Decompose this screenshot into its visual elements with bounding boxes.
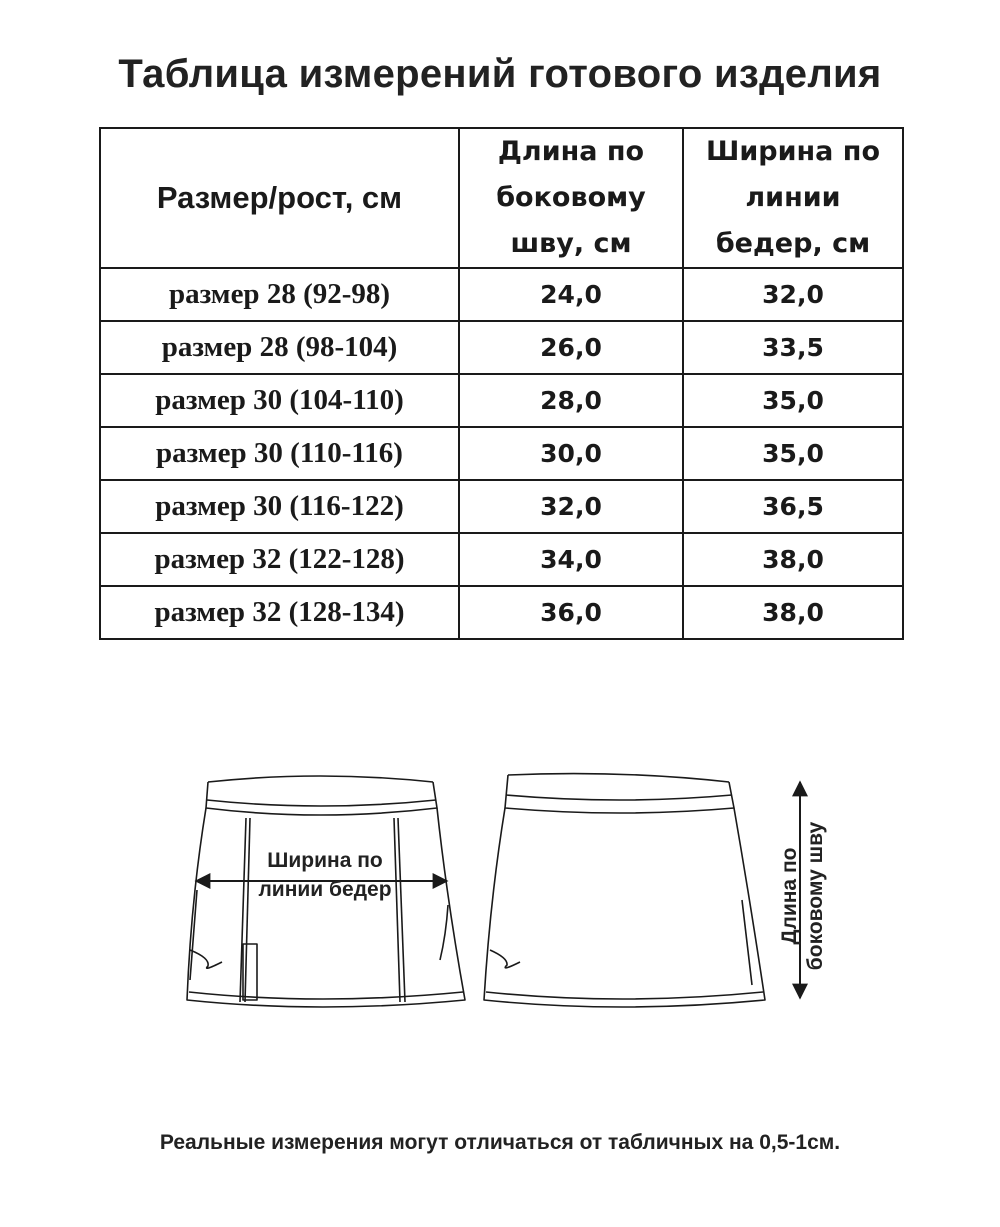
footnote: Реальные измерения могут отличаться от табличных на 0,5-1см. <box>159 1131 841 1154</box>
back-side-line <box>742 900 752 985</box>
header-length-line: Длина по <box>497 136 645 167</box>
width-cell: 32,0 <box>683 268 903 321</box>
width-cell: 35,0 <box>683 427 903 480</box>
front-waistband-top <box>208 776 433 782</box>
back-waistband-seam <box>506 795 732 800</box>
size-cell: размер 32 (122-128) <box>100 533 459 586</box>
front-body <box>187 808 465 1007</box>
header-size: Размер/рост, см <box>100 128 459 268</box>
side-length-label <box>763 806 843 986</box>
side-length-label-rotated <box>777 806 829 986</box>
width-cell: 35,0 <box>683 374 903 427</box>
length-cell: 36,0 <box>459 586 683 639</box>
back-logo <box>490 950 520 968</box>
length-cell: 24,0 <box>459 268 683 321</box>
front-logo <box>190 950 222 968</box>
back-waistband-top <box>508 774 729 782</box>
length-cell: 34,0 <box>459 533 683 586</box>
width-cell: 38,0 <box>683 586 903 639</box>
header-width-line: линии <box>745 182 841 213</box>
length-cell: 26,0 <box>459 321 683 374</box>
size-cell: размер 32 (128-134) <box>100 586 459 639</box>
size-cell: размер 28 (92-98) <box>100 268 459 321</box>
size-cell: размер 30 (116-122) <box>100 480 459 533</box>
width-cell: 36,5 <box>683 480 903 533</box>
header-width-line: Ширина по <box>706 136 880 167</box>
side-length-label-line: боковому шву <box>804 821 827 971</box>
header-width-line: бедер, см <box>715 228 871 259</box>
hip-width-label-line: Ширина по <box>267 849 383 872</box>
back-hem-line <box>486 992 763 999</box>
length-cell: 30,0 <box>459 427 683 480</box>
size-cell: размер 30 (104-110) <box>100 374 459 427</box>
back-waistband <box>505 775 734 813</box>
header-length-line: боковому <box>496 182 646 213</box>
front-logo-right <box>440 905 448 960</box>
page-title: Таблица измерений готового изделия <box>118 52 882 96</box>
hip-width-label <box>230 846 420 904</box>
front-waistband <box>206 782 437 815</box>
width-cell: 33,5 <box>683 321 903 374</box>
size-cell: размер 30 (110-116) <box>100 427 459 480</box>
back-skirt-drawing <box>484 774 765 1007</box>
length-cell: 32,0 <box>459 480 683 533</box>
width-cell: 38,0 <box>683 533 903 586</box>
side-length-label-line: Длина по <box>778 847 801 945</box>
front-hem-line <box>189 992 463 999</box>
front-waistband-seam <box>207 800 436 806</box>
hip-width-label-line: линии бедер <box>258 878 392 901</box>
size-cell: размер 28 (98-104) <box>100 321 459 374</box>
header-length-line: шву, см <box>510 228 632 259</box>
back-body <box>484 808 765 1007</box>
length-cell: 28,0 <box>459 374 683 427</box>
